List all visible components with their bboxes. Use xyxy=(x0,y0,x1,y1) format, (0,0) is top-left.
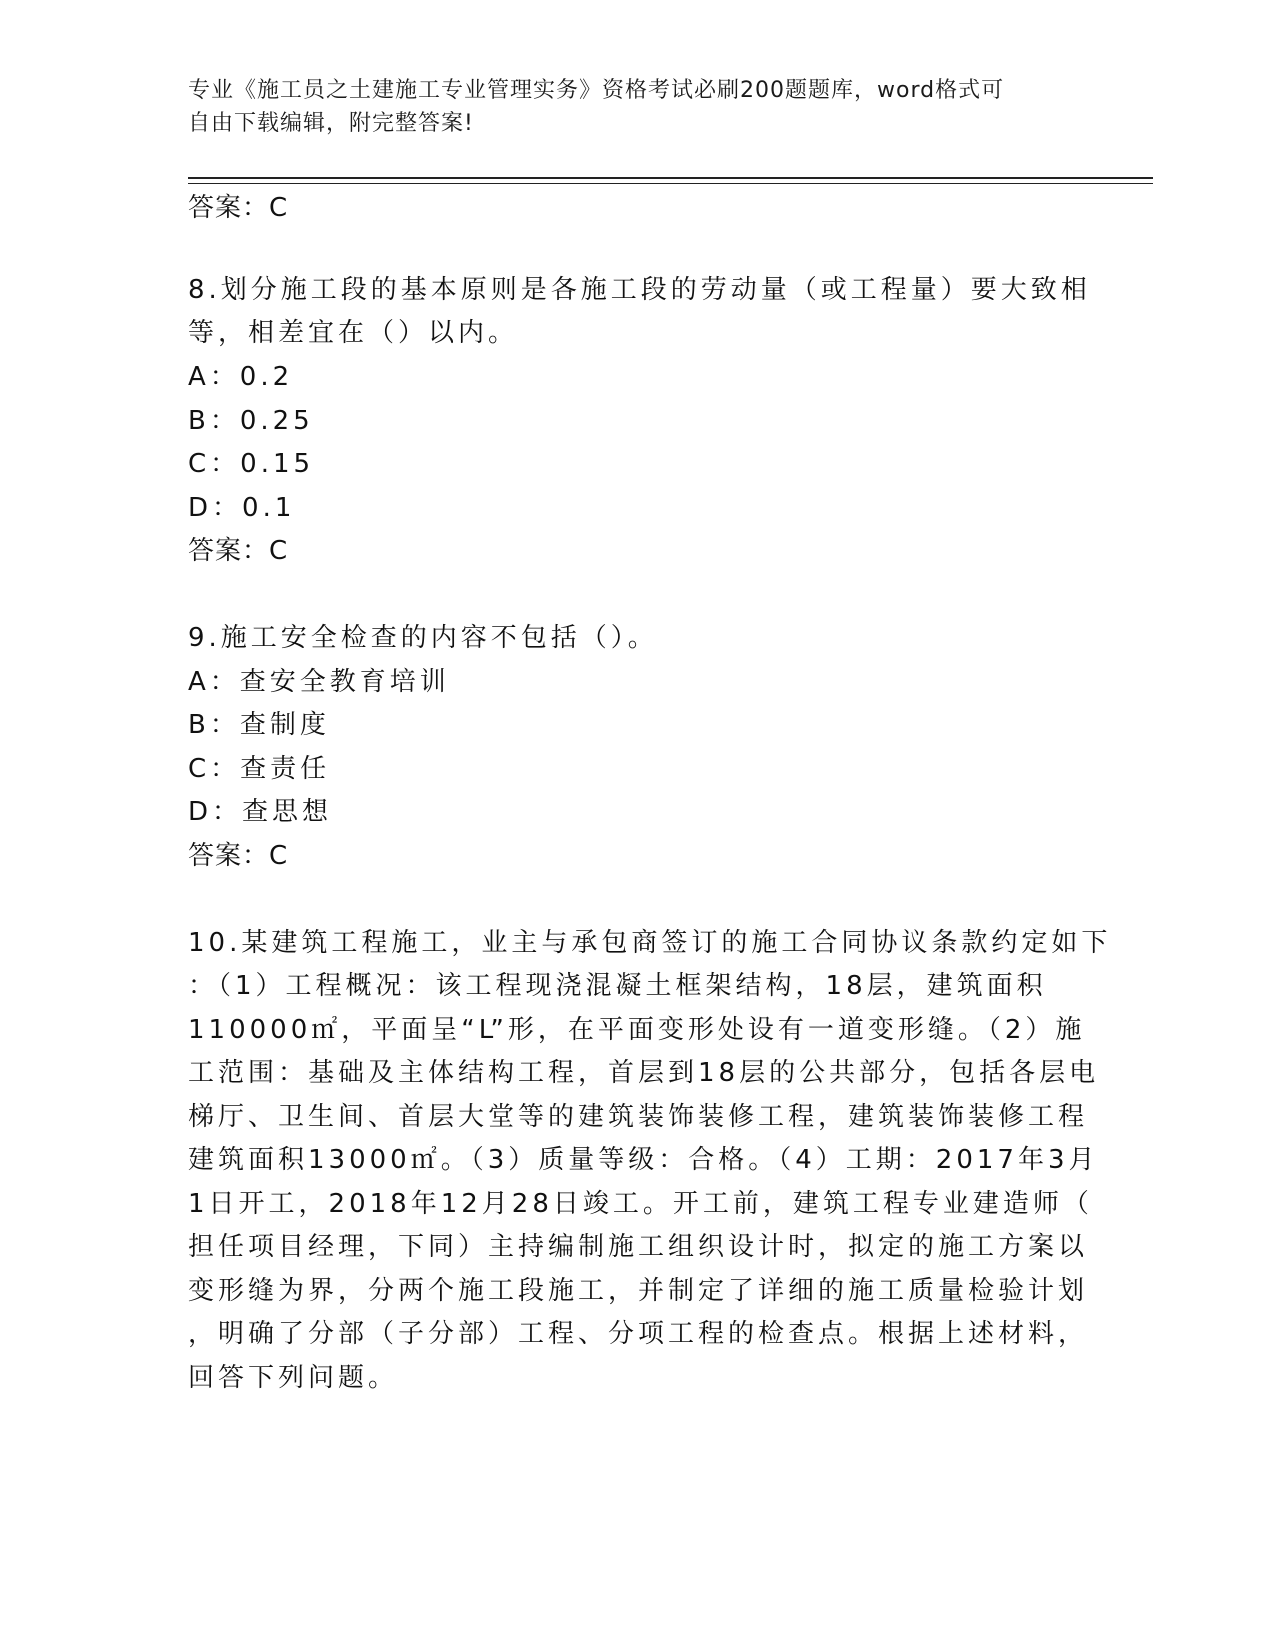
q8-option-c: C：0.15 xyxy=(188,449,315,479)
q10-line-4: 工范围：基础及主体结构工程，首层到18层的公共部分，包括各层电 xyxy=(188,1058,1100,1088)
q10-line-11: 回答下列问题。 xyxy=(188,1363,399,1393)
q10-line-5: 梯厅、卫生间、首层大堂等的建筑装饰装修工程，建筑装饰装修工程 xyxy=(188,1102,1089,1132)
q9-answer: 答案：C xyxy=(188,841,289,871)
q10-line-8: 担任项目经理，下同）主持编制施工组织设计时，拟定的施工方案以 xyxy=(188,1232,1089,1262)
q9-option-b: B：查制度 xyxy=(188,710,330,740)
document-header xyxy=(188,74,1068,140)
q10-line-9: 变形缝为界，分两个施工段施工，并制定了详细的施工质量检验计划 xyxy=(188,1276,1089,1306)
q9-option-d: D：查思想 xyxy=(188,797,333,827)
q8-stem-line-2: 等，相差宜在（）以内。 xyxy=(188,318,519,348)
header-divider-thin xyxy=(188,183,1153,184)
header-line-1: 专业《施工员之土建施工专业管理实务》资格考试必刷200题题库，word格式可 xyxy=(188,78,1005,103)
q10-line-2: ：（1）工程概况：该工程现浇混凝土框架结构，18层，建筑面积 xyxy=(188,971,1047,1001)
q9-stem: 9.施工安全检查的内容不包括（）。 xyxy=(188,623,658,653)
header-divider-thick xyxy=(188,177,1153,179)
q8-answer: 答案：C xyxy=(188,536,289,566)
q10-line-6: 建筑面积13000㎡。（3）质量等级：合格。（4）工期：2017年3月 xyxy=(188,1145,1099,1175)
q10-line-7: 1日开工，2018年12月28日竣工。开工前，建筑工程专业建造师（ xyxy=(188,1189,1093,1219)
q10-line-1: 10.某建筑工程施工，业主与承包商签订的施工合同协议条款约定如下 xyxy=(188,928,1112,958)
q8-option-b: B：0.25 xyxy=(188,406,314,436)
q8-option-d: D：0.1 xyxy=(188,493,296,523)
q9-option-a: A：查安全教育培训 xyxy=(188,667,450,697)
q8-option-a: A：0.2 xyxy=(188,362,294,392)
header-line-2: 自由下载编辑，附完整答案! xyxy=(188,111,474,136)
previous-answer: 答案：C xyxy=(188,193,289,223)
q8-stem-line-1: 8.划分施工段的基本原则是各施工段的劳动量（或工程量）要大致相 xyxy=(188,275,1091,305)
q10-line-10: ，明确了分部（子分部）工程、分项工程的检查点。根据上述材料， xyxy=(188,1319,1089,1349)
q10-line-3: 110000㎡，平面呈“L”形，在平面变形处设有一道变形缝。（2）施 xyxy=(188,1015,1086,1045)
q9-option-c: C：查责任 xyxy=(188,754,331,784)
